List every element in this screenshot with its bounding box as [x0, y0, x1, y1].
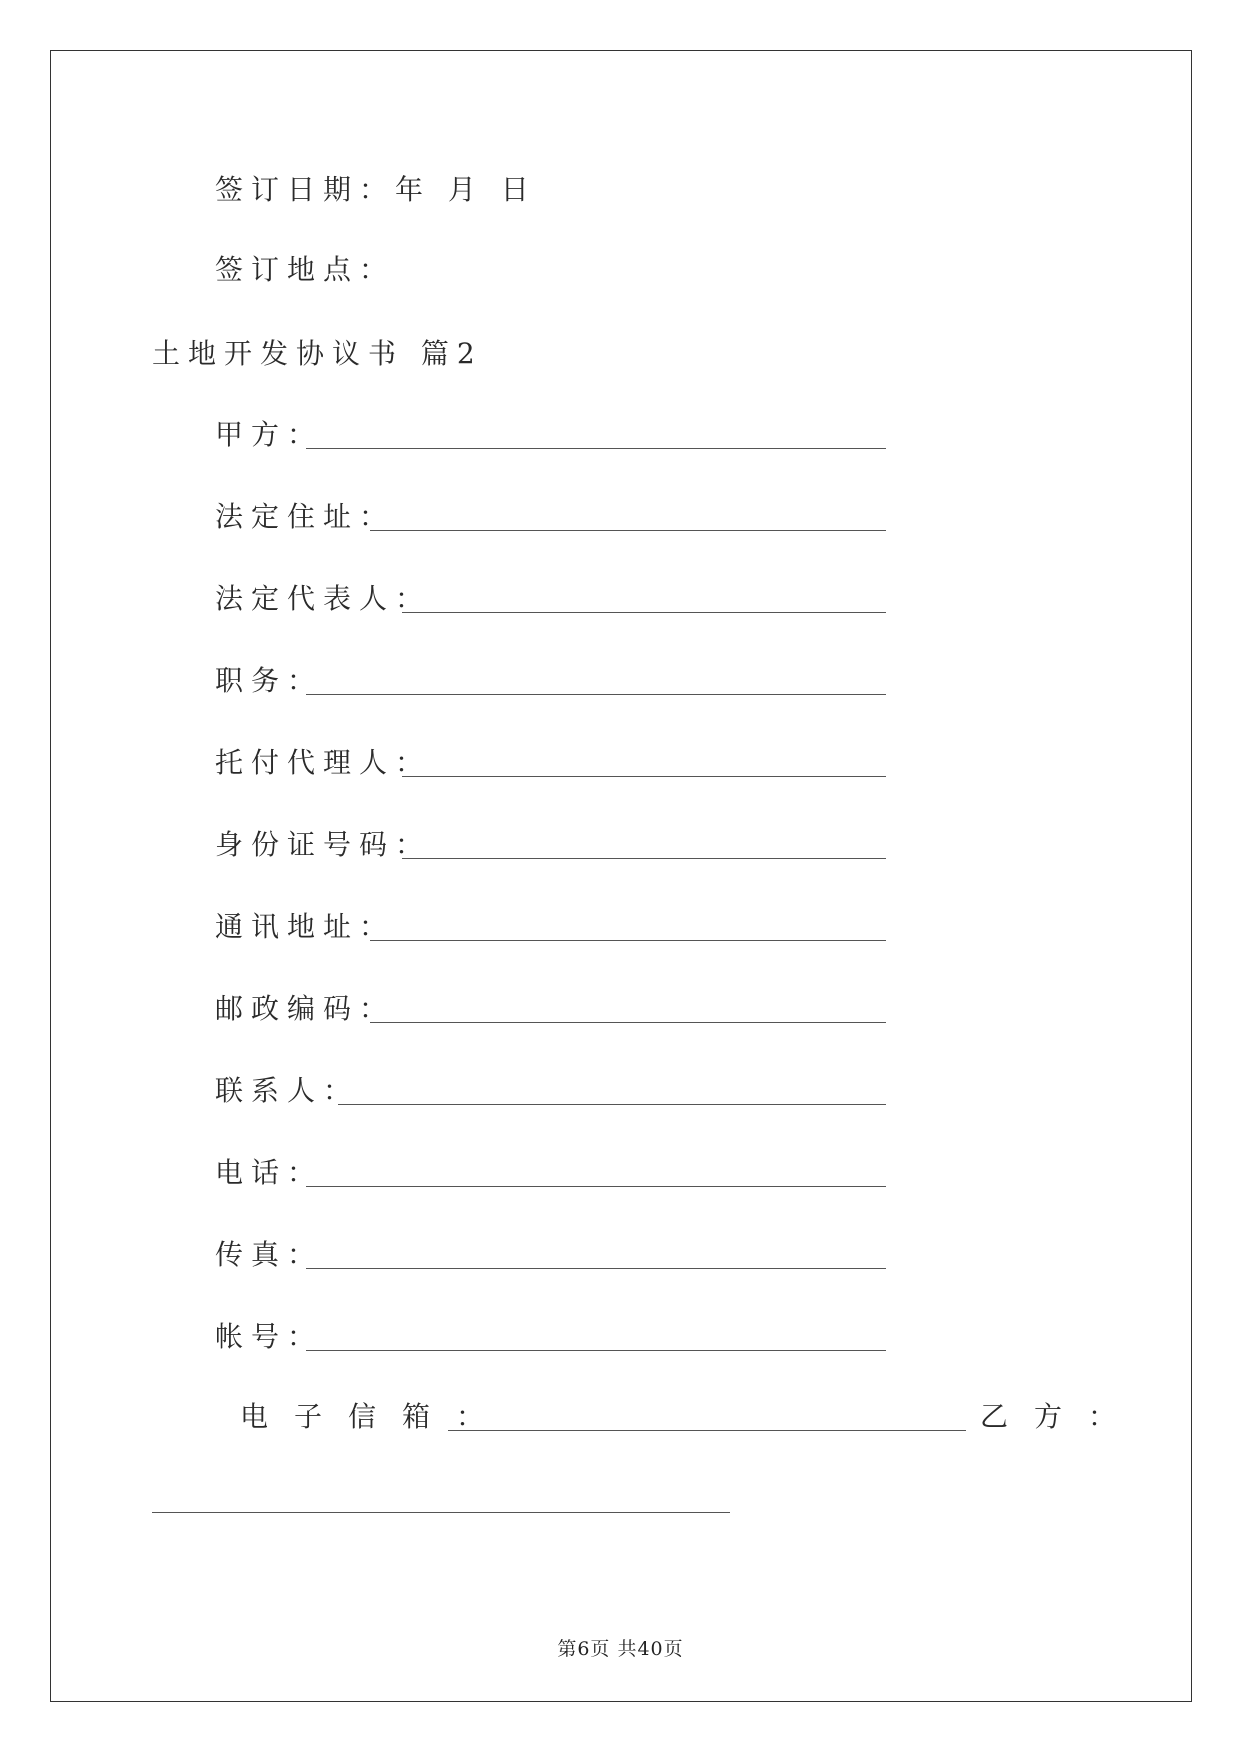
email-label: 电子信箱： [240, 1400, 511, 1433]
party-b-label: 乙方： [980, 1400, 1143, 1433]
field-label-party-a: 甲方： [215, 418, 324, 451]
field-blank-fax[interactable] [306, 1268, 886, 1269]
field-label-mailing-address: 通讯地址： [215, 910, 396, 943]
field-blank-contact[interactable] [338, 1104, 886, 1105]
field-label-legal-representative: 法定代表人： [215, 582, 432, 615]
field-label-legal-address: 法定住址： [215, 500, 396, 533]
field-blank-party-a[interactable] [306, 448, 886, 449]
field-label-fax: 传真： [215, 1238, 324, 1271]
signing-date: 签订日期：年 月 日 [215, 173, 537, 206]
field-blank-phone[interactable] [306, 1186, 886, 1187]
field-label-id-number: 身份证号码： [215, 828, 432, 861]
page-footer: 第6页 共40页 [557, 1638, 684, 1660]
field-blank-id-number[interactable] [402, 858, 886, 859]
field-blank-mailing-address[interactable] [370, 940, 886, 941]
email-blank[interactable] [448, 1430, 966, 1431]
section-title: 土地开发协议书 篇2 [152, 337, 483, 370]
party-b-blank[interactable] [152, 1512, 730, 1513]
field-blank-legal-representative[interactable] [402, 612, 886, 613]
field-blank-position[interactable] [306, 694, 886, 695]
field-label-position: 职务： [215, 664, 324, 697]
field-label-contact: 联系人： [215, 1074, 360, 1107]
page-border [50, 50, 1192, 1702]
field-label-postal-code: 邮政编码： [215, 992, 396, 1025]
field-label-phone: 电话： [215, 1156, 324, 1189]
field-blank-postal-code[interactable] [370, 1022, 886, 1023]
field-blank-legal-address[interactable] [370, 530, 886, 531]
field-blank-account[interactable] [306, 1350, 886, 1351]
field-blank-agent[interactable] [402, 776, 886, 777]
field-label-agent: 托付代理人： [215, 746, 432, 779]
signing-place: 签订地点： [215, 253, 396, 286]
field-label-account: 帐号： [215, 1320, 324, 1353]
